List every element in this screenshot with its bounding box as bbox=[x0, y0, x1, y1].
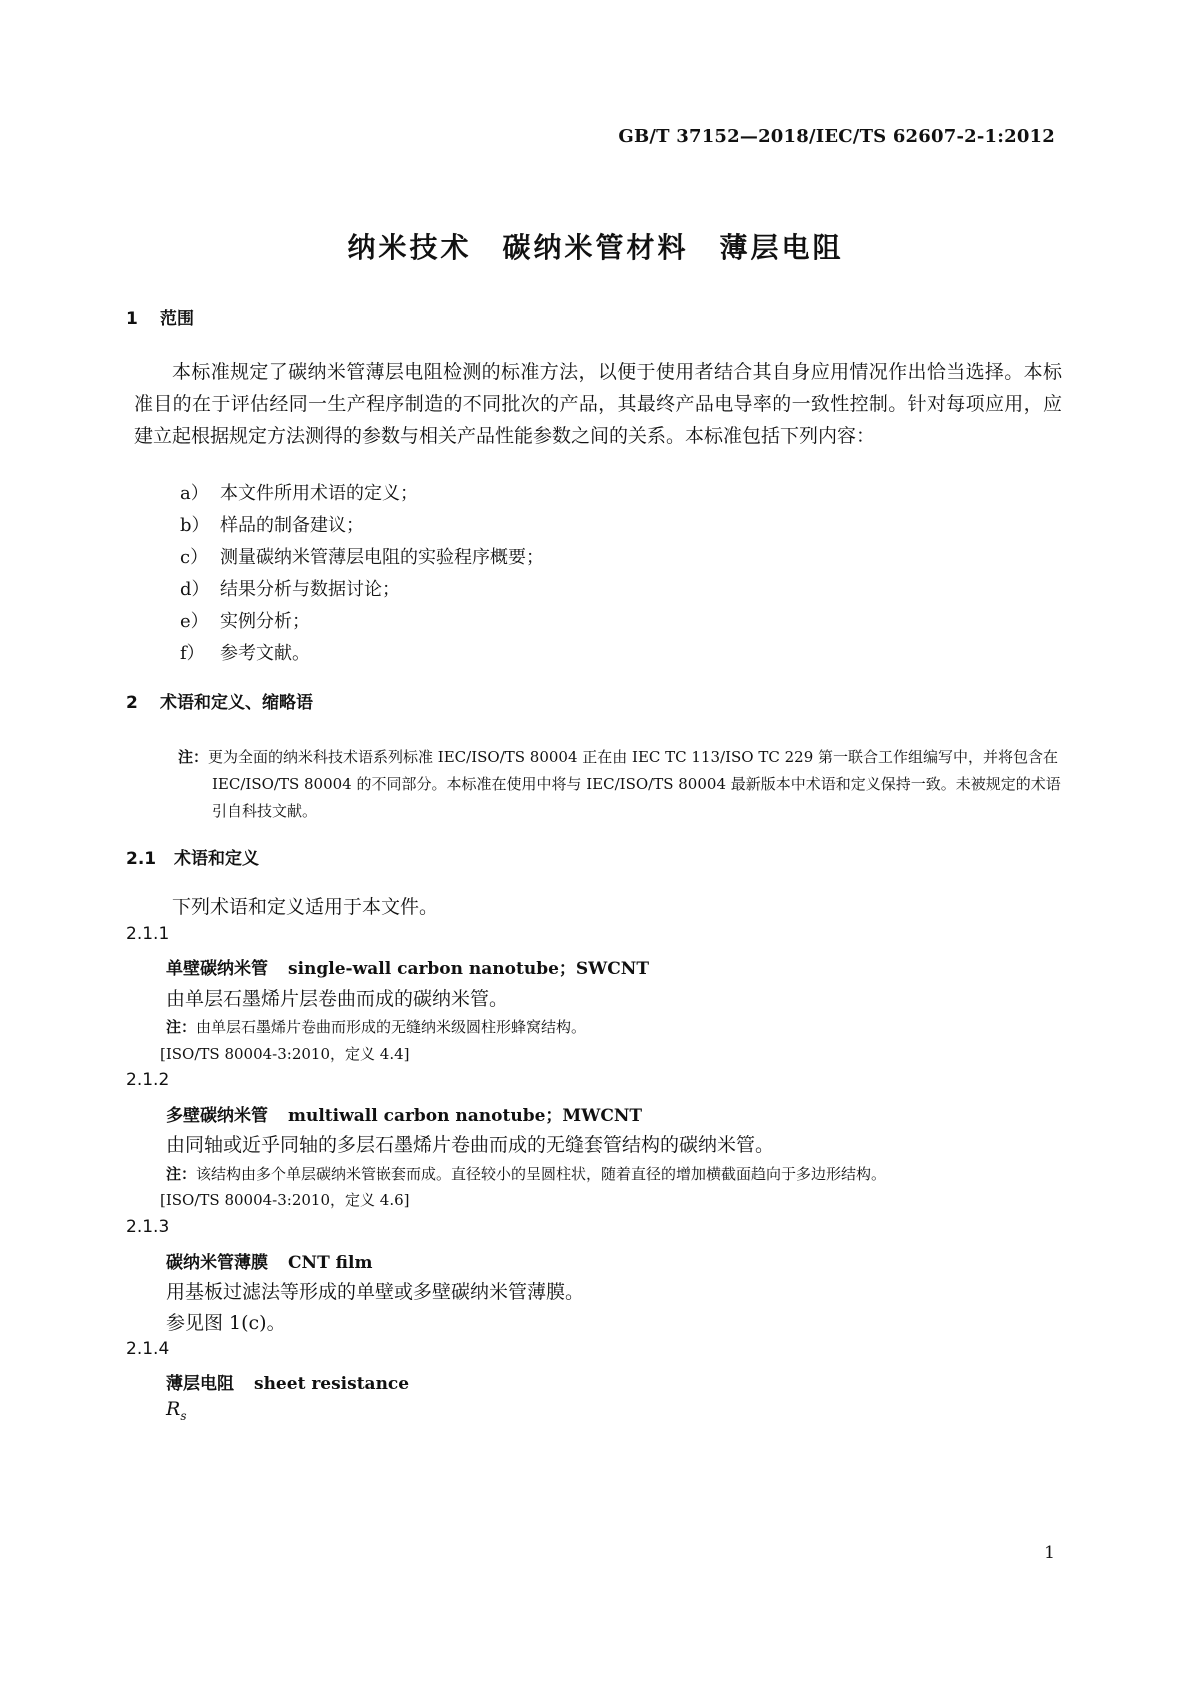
term-note bbox=[166, 1163, 886, 1184]
term-english: multiwall carbon nanotube；MWCNT bbox=[288, 1106, 643, 1126]
term-definition: 由单层石墨烯片层卷曲而成的碳纳米管。 bbox=[166, 988, 509, 1010]
clause-number: 2.1.4 bbox=[126, 1339, 170, 1359]
list-text: 结果分析与数据讨论； bbox=[220, 579, 400, 600]
scope-text: 本标准规定了碳纳米管薄层电阻检测的标准方法，以便于使用者结合其自身应用情况作出恰当选择。本标准目的在于评估经同一生产程序制造的不同批次的产品，其最终产品电导率的一致性控制。针对每项应用，应建立起根据规定方法测得的参数与相关产品性能参数之间的关系。本标准包括下列内容： bbox=[134, 361, 1062, 447]
term-english: sheet resistance bbox=[254, 1374, 410, 1394]
list-item bbox=[180, 542, 544, 574]
document-title: 纳米技术 碳纳米管材料 薄层电阻 bbox=[347, 231, 844, 264]
list-item bbox=[180, 510, 544, 542]
term-entry bbox=[166, 954, 649, 979]
term-chinese: 单壁碳纳米管 bbox=[166, 959, 268, 979]
note-text: 该结构由多个单层碳纳米管嵌套而成。直径较小的呈圆柱状，随着直径的增加横截面趋向于多边形结构。 bbox=[196, 1165, 887, 1183]
term-definition: 用基板过滤法等形成的单壁或多壁碳纳米管薄膜。 bbox=[166, 1281, 585, 1303]
list-text: 参考文献。 bbox=[220, 643, 310, 664]
term-chinese: 碳纳米管薄膜 bbox=[166, 1253, 268, 1273]
list-item bbox=[180, 574, 544, 606]
section-title: 术语和定义 bbox=[174, 849, 259, 869]
scope-list bbox=[180, 478, 544, 670]
clause-number: 2.1.3 bbox=[126, 1217, 170, 1237]
list-text: 样品的制备建议； bbox=[220, 515, 364, 536]
page-number: 1 bbox=[1044, 1543, 1055, 1563]
section-2-note bbox=[178, 744, 1062, 825]
term-english: CNT film bbox=[288, 1253, 373, 1273]
list-item bbox=[180, 606, 544, 638]
list-label: d） bbox=[180, 579, 210, 600]
list-label: c） bbox=[180, 547, 209, 568]
list-item bbox=[180, 478, 544, 510]
section-2-1-heading bbox=[126, 844, 259, 869]
list-label: e） bbox=[180, 611, 209, 632]
note-label: 注： bbox=[178, 748, 209, 766]
clause-number: 2.1.2 bbox=[126, 1070, 170, 1090]
terms-intro: 下列术语和定义适用于本文件。 bbox=[172, 896, 439, 918]
standard-number-header: GB/T 37152—2018/IEC/TS 62607-2-1:2012 bbox=[618, 126, 1055, 147]
term-english: single-wall carbon nanotube；SWCNT bbox=[288, 959, 649, 979]
note-text: 更为全面的纳米科技术语系列标准 IEC/ISO/TS 80004 正在由 IEC TC 113/ISO TC 229 第一联合工作组编写中，并将包含在 IEC/ISO/TS 80004 的不同部分。本标准在使用中将与 IEC/ISO/TS 80004 最新版本中术语和定义保持一致。未被规定的术语引自科技文献。 bbox=[208, 748, 1061, 820]
list-text: 测量碳纳米管薄层电阻的实验程序概要； bbox=[220, 547, 544, 568]
term-definition: 由同轴或近乎同轴的多层石墨烯片卷曲而成的无缝套管结构的碳纳米管。 bbox=[166, 1134, 775, 1156]
note-label: 注： bbox=[166, 1165, 197, 1183]
section-number: 1 bbox=[126, 309, 138, 329]
clause-number: 2.1.1 bbox=[126, 924, 170, 944]
term-entry bbox=[166, 1369, 409, 1394]
term-note bbox=[166, 1016, 586, 1037]
term-entry bbox=[166, 1101, 642, 1126]
note-text: 由单层石墨烯片卷曲而形成的无缝纳米级圆柱形蜂窝结构。 bbox=[196, 1018, 587, 1036]
list-label: a） bbox=[180, 483, 209, 504]
section-number: 2 bbox=[126, 693, 138, 713]
term-source: [ISO/TS 80004-3:2010，定义 4.4] bbox=[160, 1045, 410, 1063]
term-symbol bbox=[166, 1398, 186, 1423]
term-source: [ISO/TS 80004-3:2010，定义 4.6] bbox=[160, 1191, 410, 1209]
section-2-heading bbox=[126, 688, 313, 713]
term-entry bbox=[166, 1248, 372, 1273]
symbol-letter: R bbox=[166, 1398, 181, 1420]
list-text: 实例分析； bbox=[220, 611, 310, 632]
term-chinese: 薄层电阻 bbox=[166, 1374, 234, 1394]
note-label: 注： bbox=[166, 1018, 197, 1036]
scope-paragraph bbox=[134, 356, 1062, 452]
term-chinese: 多壁碳纳米管 bbox=[166, 1106, 268, 1126]
section-title: 范围 bbox=[160, 309, 194, 329]
symbol-subscript: s bbox=[180, 1408, 187, 1423]
list-label: b） bbox=[180, 515, 210, 536]
section-1-heading bbox=[126, 304, 194, 329]
list-label: f） bbox=[180, 643, 205, 664]
section-number: 2.1 bbox=[126, 849, 157, 869]
list-text: 本文件所用术语的定义； bbox=[220, 483, 418, 504]
list-item bbox=[180, 638, 544, 670]
section-title: 术语和定义、缩略语 bbox=[160, 693, 313, 713]
figure-reference: 参见图 1(c)。 bbox=[166, 1312, 286, 1334]
